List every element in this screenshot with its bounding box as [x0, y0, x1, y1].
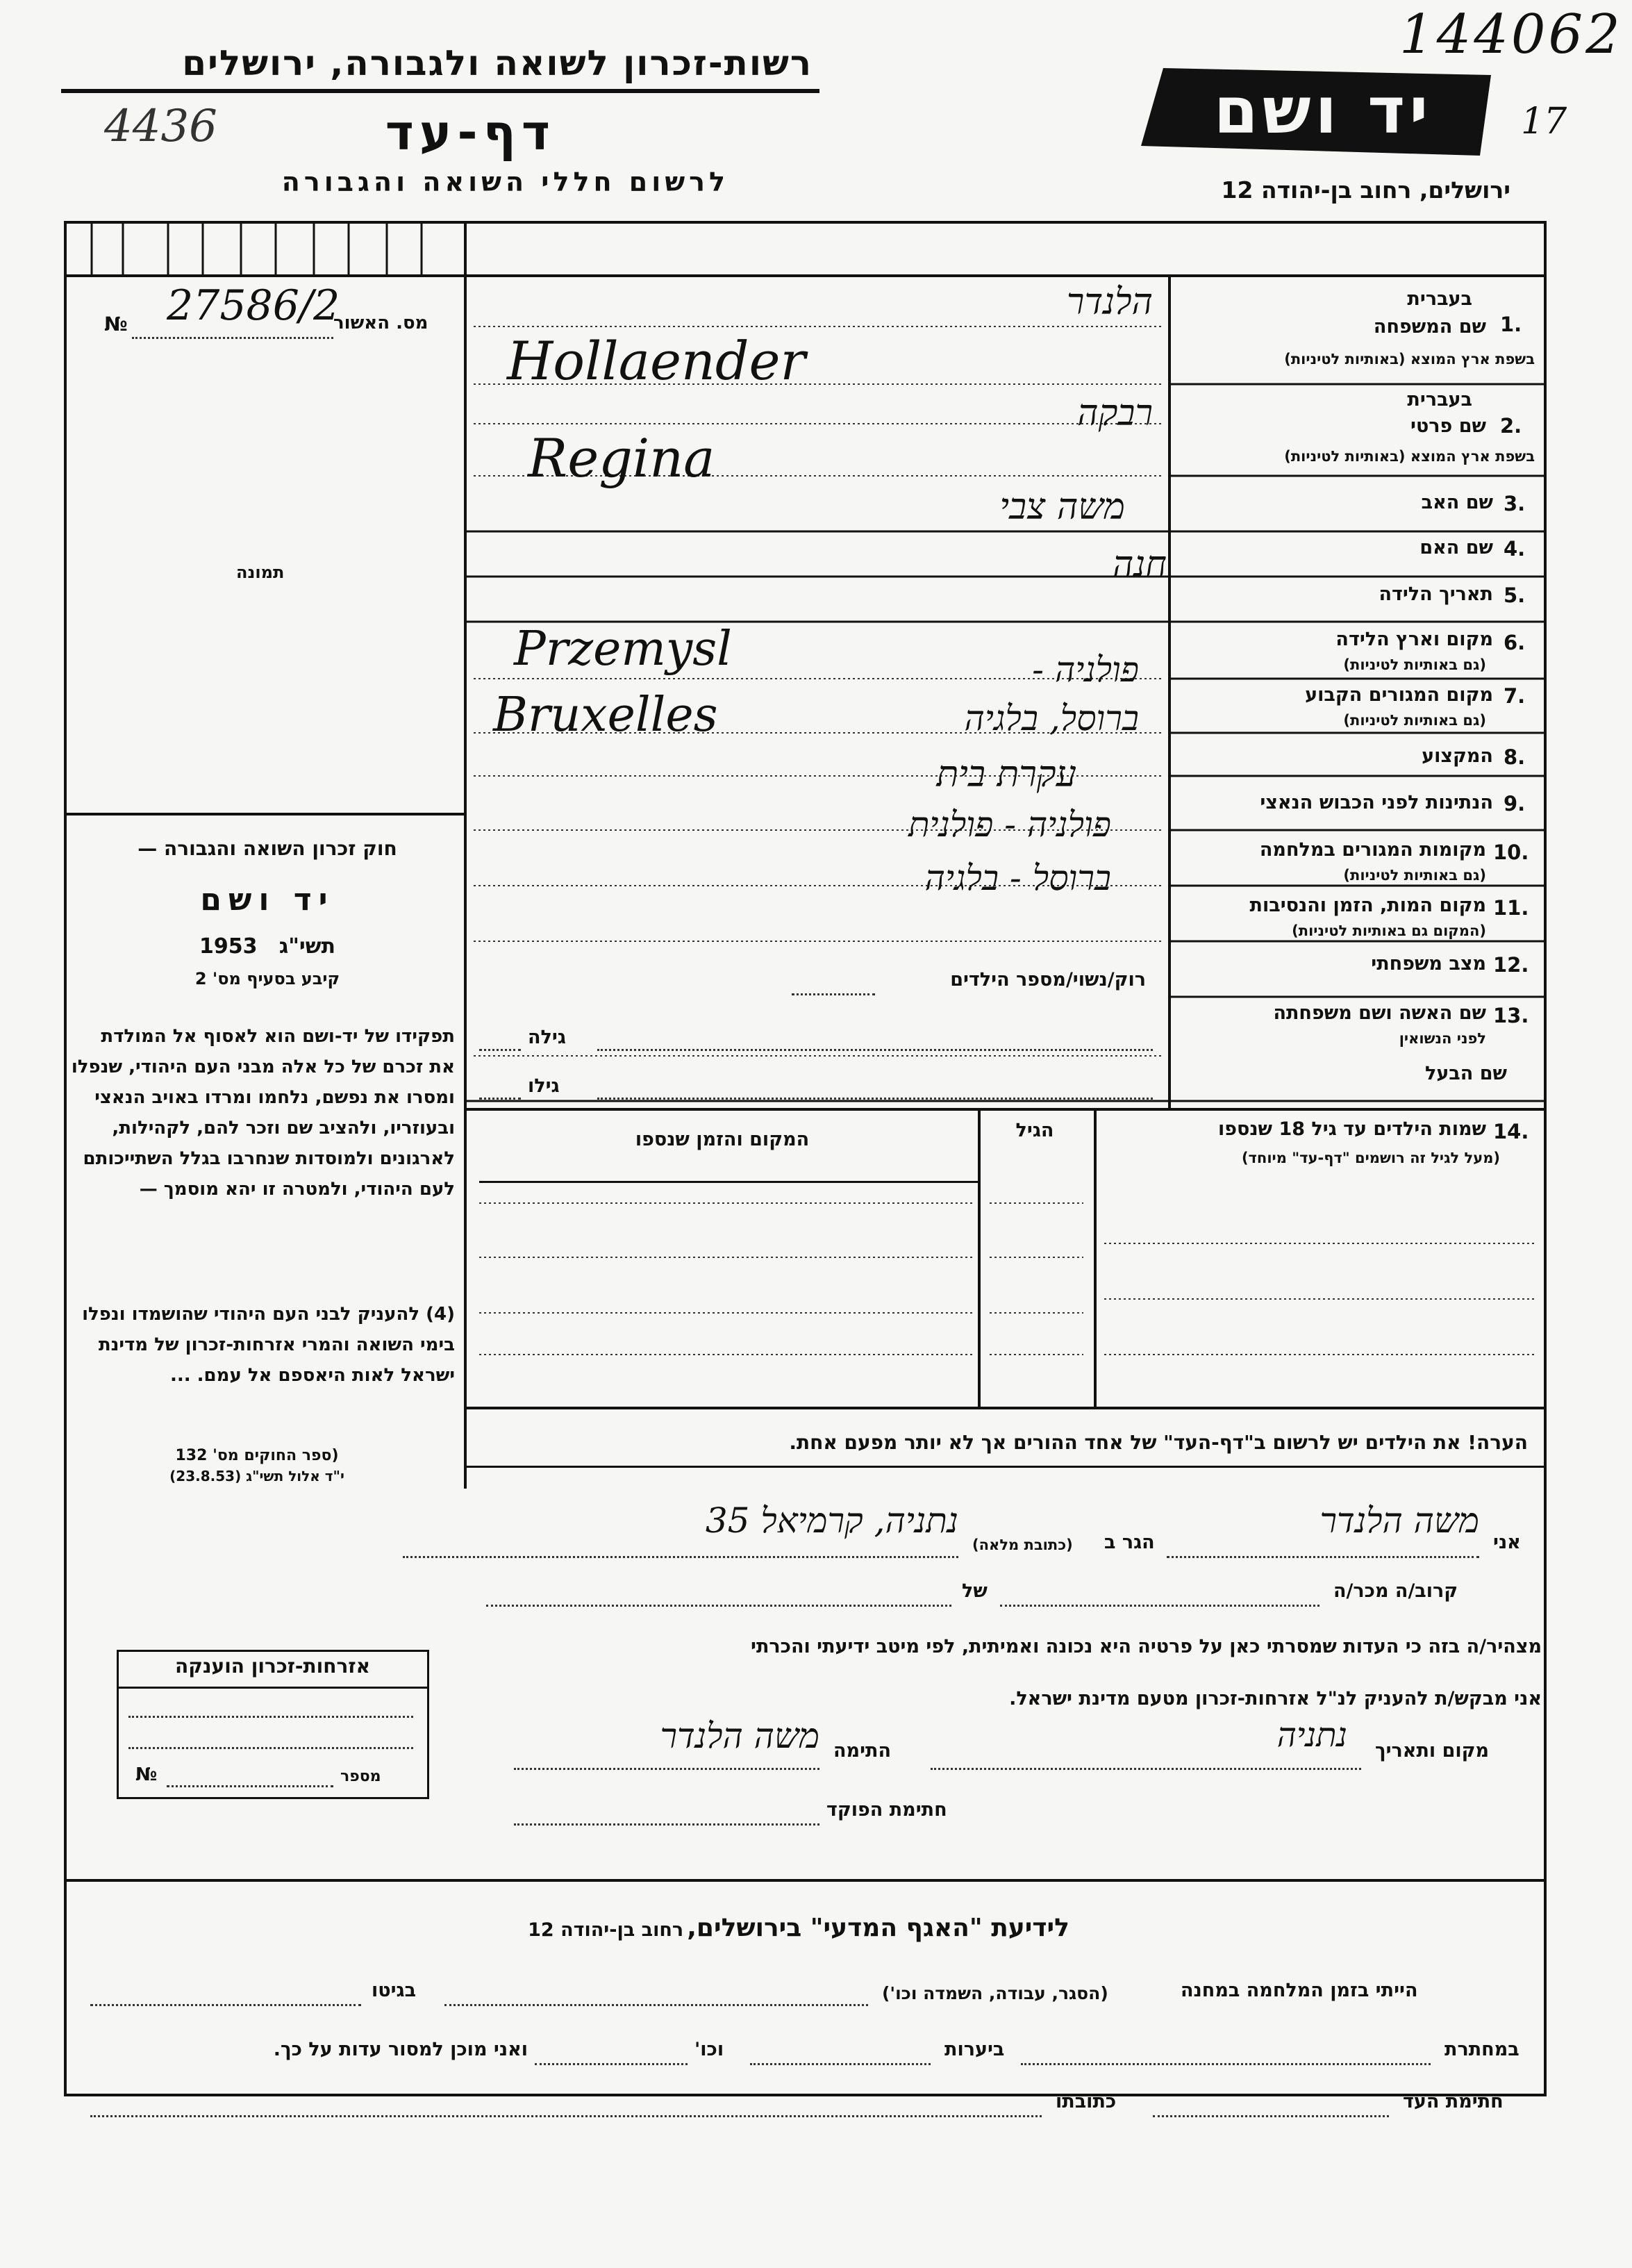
law-date: י"ד אלול תשי"ג (23.8.53) — [169, 1468, 344, 1484]
law-body-2: (4) להעניק לבני העם היהודי שהושמדו ונפלו בימי השואה והמרי אזרחות-זכרון של מדינת ישראל לאות היאספם אל עמם. ... — [82, 1304, 455, 1386]
law-year-number: 1953 — [199, 934, 258, 959]
note-text: הערה! את הילדים יש לרשום ב"דף-העד" של אחד ההורים אך לא יותר מפעם אחת. — [789, 1431, 1528, 1454]
field-6-value-latin[interactable]: Przemysl — [514, 622, 732, 677]
children-count-line — [792, 993, 875, 995]
field-11-label: מקום המות, הזמן והנסיבות — [1249, 895, 1486, 916]
field-3-value[interactable]: משה צבי — [999, 486, 1125, 528]
approval-line — [132, 337, 333, 339]
logo-text: יד ושם — [1213, 74, 1433, 148]
family-status-text: רוק/נשוי/מספר הילדים — [950, 969, 1146, 991]
decl-address-line — [403, 1556, 958, 1558]
bottom-witness-sign-line — [1153, 2115, 1389, 2117]
field-6-sub: (גם באותיות לטיניות) — [1343, 656, 1486, 673]
bottom-title-main: לידיעת "האגף המדעי" בירושלים, — [687, 1914, 1069, 1942]
bottom-line2-c: וכו' — [694, 2039, 724, 2060]
citizenship-no-sign: № — [135, 1764, 158, 1785]
decl-address-hint: (כתובת מלאה) — [972, 1537, 1073, 1553]
bottom-line1-c: בגיטו — [372, 1980, 417, 2001]
field-4-number: 4. — [1504, 537, 1526, 561]
decl-address-value[interactable]: נתניה, קרמיאל 35 — [705, 1500, 958, 1541]
bottom-section-rule — [64, 1879, 1547, 1882]
field-7-value-hebrew[interactable]: ברוסל, בלגיה — [964, 698, 1139, 738]
decl-relation: קרוב/ה מכר/ה — [1333, 1580, 1458, 1602]
yad-vashem-logo — [1135, 64, 1497, 161]
field-8-label: המקצוע — [1422, 745, 1493, 767]
field-3-number: 3. — [1504, 492, 1526, 515]
field-2-sub: בשפת ארץ המוצא (באותיות לטיניות) — [1284, 448, 1535, 465]
field-5-label: תאריך הלידה — [1379, 583, 1493, 605]
field-13-number: 13. — [1493, 1004, 1529, 1027]
children-label: שמות הילדים עד גיל 18 שנספו — [1217, 1118, 1486, 1140]
field-7-value-latin[interactable]: Bruxelles — [493, 688, 718, 743]
bottom-title-address: רחוב בן-יהודה 12 — [528, 1919, 684, 1941]
bottom-line3-a: חתימת העד — [1403, 2091, 1504, 2112]
corner-small-number: 17 — [1521, 101, 1567, 142]
husband-age-line — [479, 1098, 521, 1100]
field-9-number: 9. — [1504, 792, 1526, 816]
photo-bottom-rule — [64, 813, 467, 816]
form-title: דף-עד — [385, 104, 556, 161]
citizenship-number-line — [167, 1785, 333, 1787]
children-sub: (מעל לגיל זה רושמים "דף-עד" מיוחד) — [1241, 1150, 1500, 1166]
field-2-sub-top: בעברית — [1407, 389, 1472, 411]
field-1-sub: בשפת ארץ המוצא (באותיות לטיניות) — [1284, 351, 1535, 367]
wife-name-line — [597, 1049, 1153, 1051]
field-1-value-hebrew[interactable]: הלנדר — [1066, 281, 1153, 323]
institution-name: רשות-זכרון לשואה ולגבורה, ירושלים — [182, 43, 813, 83]
children-rows[interactable] — [479, 1181, 1542, 1403]
field-1-sub-top: בעברית — [1407, 288, 1472, 310]
approval-no-sign: № — [104, 313, 128, 336]
field-9-value[interactable]: פולניה - פולנית — [908, 804, 1111, 845]
form-subtitle: לרשום חללי השואה והגבורה — [281, 167, 729, 197]
children-row-lines — [479, 1181, 1542, 1403]
decl-of: של — [962, 1580, 988, 1602]
wife-age-line — [479, 1049, 521, 1051]
decl-living-at: הגר ב — [1104, 1532, 1155, 1553]
field-8-value[interactable]: עקרת בית — [936, 754, 1076, 795]
decl-of-line — [486, 1605, 951, 1607]
children-col-place: המקום והזמן שנספו — [635, 1129, 810, 1150]
field-7-label: מקום המגורים הקבוע — [1305, 684, 1493, 706]
bottom-etc-line — [535, 2063, 688, 2065]
citizenship-line-1 — [128, 1716, 413, 1718]
decl-signature-line — [514, 1768, 819, 1770]
husband-age-label: גילו — [528, 1075, 560, 1097]
bottom-title — [417, 1914, 1181, 1942]
bottom-line1-b: (הסגר, עבודה, השמדה וכו') — [882, 1983, 1108, 2003]
field-10-sub: (גם באותיות לטיניות) — [1343, 867, 1486, 884]
field-12-value — [799, 969, 1146, 991]
decl-signature-label: התימה — [833, 1740, 892, 1762]
decl-ani: אני — [1493, 1532, 1521, 1553]
citizenship-title: אזרחות-זכרון הוענקה — [175, 1655, 370, 1678]
bottom-camp-line — [444, 2004, 868, 2006]
law-title: חוק זכרון השואה והגבורה — — [138, 837, 397, 860]
photo-label: תמונה — [236, 563, 285, 582]
field-1-number: 1. — [1500, 313, 1522, 336]
field-11-number: 11. — [1493, 896, 1529, 920]
code-box-grid — [64, 221, 467, 276]
decl-relation-line — [1000, 1605, 1319, 1607]
field-10-label: מקומות המגורים במלחמה — [1259, 839, 1486, 861]
field-4-label: שם האם — [1419, 537, 1493, 558]
decl-statement-2: אני מבקש/ת להעניק לנ"ל אזרחות-זכרון מטעם מדינת ישראל. — [1009, 1688, 1542, 1710]
field-7-number: 7. — [1504, 684, 1526, 708]
field-10-number: 10. — [1493, 841, 1529, 864]
corner-number: 144062 — [1399, 3, 1623, 66]
field-11-sub: (המקום גם באותיות לטיניות) — [1292, 922, 1486, 939]
field-13-label: שם האשה ושם משפחתה — [1273, 1002, 1486, 1024]
field-13-sub: לפני הנשואין — [1399, 1030, 1486, 1047]
bottom-line3-b: כתובתו — [1056, 2091, 1117, 2112]
law-year — [83, 934, 451, 959]
field-1-value-latin[interactable]: Hollaender — [507, 330, 806, 392]
field-4-value[interactable]: חנה — [1112, 544, 1167, 586]
law-clause: קיבע בסעיף מס' 2 — [194, 969, 340, 988]
decl-name-value[interactable]: משה הלנדר — [1319, 1500, 1479, 1541]
field-6-label: מקום וארץ הלידה — [1335, 629, 1493, 650]
decl-signature-value[interactable]: משה הלנדר — [660, 1716, 819, 1756]
children-number: 14. — [1493, 1120, 1529, 1143]
field-2-number: 2. — [1500, 414, 1522, 438]
citizenship-title-rule — [117, 1687, 429, 1689]
law-source: (ספר החוקים מס' 132 — [175, 1447, 339, 1464]
children-table-bottom — [467, 1407, 1547, 1409]
field-1-label: שם המשפחה — [1373, 316, 1486, 338]
bottom-underground-line — [1021, 2063, 1431, 2065]
header-address: ירושלים, רחוב בן-יהודה 12 — [1221, 176, 1510, 204]
bottom-ghetto-line — [90, 2004, 361, 2006]
top-code-boxes — [64, 221, 467, 276]
field-7-sub: (גם באותיות לטיניות) — [1343, 712, 1486, 729]
field-12-number: 12. — [1493, 953, 1529, 977]
field-8-number: 8. — [1504, 745, 1526, 769]
wife-age-label: גילה — [528, 1027, 566, 1048]
field-2-value-hebrew[interactable]: רבקה — [1077, 392, 1153, 434]
field-6-number: 6. — [1504, 631, 1526, 654]
left-handwritten-number: 4436 — [104, 101, 217, 152]
law-body: תפקידו של יד-ושם הוא לאסוף אל המולדת את זכרם של כל אלה מבני העם היהודי, שנפלו ומסרו את נפשם, נלחמו ומרדו באויב הנאצי ובעוזריו, ולהציב שם וזכר להם, לקהילות, לארגונים ולמוסדות שנחרבו בגלל השתייכותם לעם היהודי, ולמטרה זו יהא מוסמך — — [71, 1026, 455, 1200]
field-6-value-hebrew[interactable]: פולניה - — [1032, 649, 1139, 690]
field-13-husband-label: שם הבעל — [1424, 1063, 1507, 1084]
field-2-value-latin[interactable]: Regina — [528, 427, 715, 489]
note-bottom-rule — [467, 1466, 1547, 1468]
decl-name-line — [1167, 1556, 1479, 1558]
decl-place-value[interactable]: נתניה — [1276, 1716, 1347, 1755]
approval-label: מס. האשור — [333, 313, 428, 333]
children-table-top — [467, 1108, 1547, 1111]
bottom-line2-a: במחתרת — [1444, 2039, 1519, 2060]
bottom-line2-b: ביערות — [944, 2039, 1005, 2060]
citizenship-number-label: מספר — [340, 1768, 381, 1785]
law-name: יד ושם — [200, 882, 335, 918]
decl-place-date: מקום ותאריך — [1375, 1740, 1490, 1762]
field-10-value[interactable]: ברוסל - בלגיה — [924, 858, 1111, 898]
law-year-heb: תשי"ג — [278, 934, 335, 959]
approval-number-value[interactable]: 27586/2 — [167, 281, 340, 330]
field-12-label: מצב משפחתי — [1371, 953, 1486, 975]
field-3-label: שם האב — [1421, 492, 1493, 513]
bottom-line2-d: ואני מוכן למסור עדות על כך. — [273, 2039, 528, 2060]
field-5-number: 5. — [1504, 583, 1526, 607]
decl-clerk-line — [514, 1823, 819, 1826]
husband-name-line — [597, 1098, 1153, 1100]
photo-placeholder[interactable] — [67, 347, 464, 820]
citizenship-line-2 — [128, 1747, 413, 1749]
children-col-age: הגיל — [1015, 1120, 1054, 1141]
field-2-label: שם פרטי — [1410, 415, 1486, 437]
decl-statement-1: מצהיר/ה בזה כי העדות שמסרתי כאן על פרטיה היא נכונה ואמיתית, לפי מיטב ידיעתי והכרתי — [751, 1636, 1542, 1657]
bottom-address-line — [90, 2115, 1042, 2117]
decl-clerk: חתימת הפוקד — [826, 1799, 947, 1821]
bottom-line1-a: הייתי בזמן המלחמה במחנה — [1181, 1980, 1418, 2001]
bottom-forest-line — [750, 2063, 931, 2065]
header-rule — [61, 89, 819, 93]
decl-place-line — [931, 1768, 1361, 1770]
field-9-label: הנתינות לפני הכבוש הנאצי — [1260, 792, 1493, 813]
